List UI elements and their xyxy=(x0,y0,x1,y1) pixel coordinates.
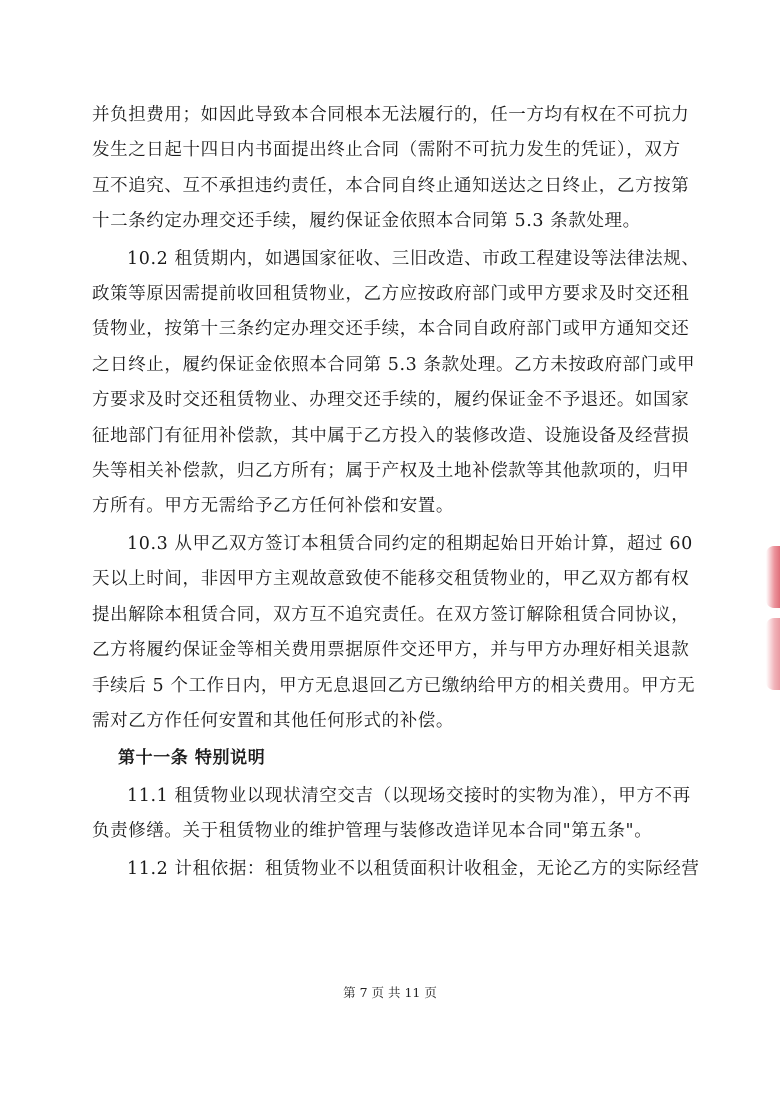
text-line: 提出解除本租赁合同，双方互不追究责任。在双方签订解除租赁合同协议， xyxy=(92,604,690,625)
text-line: 征地部门有征用补偿款，其中属于乙方投入的装修改造、设施设备及经营损 xyxy=(92,425,690,446)
text-line: 负责修缮。关于租赁物业的维护管理与装修改造详见本合同"第五条"。 xyxy=(92,821,653,842)
text-line: 并负担费用；如因此导致本合同根本无法履行的，任一方均有权在不可抗力 xyxy=(92,105,690,125)
text-line: 赁物业，按第十三条约定办理交还手续，本合同自政府部门或甲方通知交还 xyxy=(92,319,690,340)
text-line: 十二条约定办理交还手续，履约保证金依照本合同第 5.3 条款处理。 xyxy=(92,211,641,232)
text-line: 互不追究、互不承担违约责任，本合同自终止通知送达之日终止，乙方按第 xyxy=(92,175,690,196)
text-line: 方所有。甲方无需给予乙方任何补偿和安置。 xyxy=(92,496,454,517)
section-heading-article-11: 第十一条 特别说明 xyxy=(118,748,266,769)
text-line: 发生之日起十四日内书面提出终止合同（需附不可抗力发生的凭证），双方 xyxy=(92,140,681,161)
text-line: 乙方将履约保证金等相关费用票据原件交还甲方，并与甲方办理好相关退款 xyxy=(92,640,690,661)
contract-body xyxy=(92,98,700,887)
seal-edge-mark xyxy=(766,618,780,690)
text-line: 需对乙方作任何安置和其他任何形式的补偿。 xyxy=(92,710,454,731)
seal-edge-mark xyxy=(766,546,780,608)
text-line: 手续后 5 个工作日内，甲方无息退回乙方已缴纳给甲方的相关费用。甲方无 xyxy=(92,675,696,696)
clause-10-2-start: 10.2 租赁期内，如遇国家征收、三旧改造、市政工程建设等法律法规、 xyxy=(127,248,700,269)
text-line: 失等相关补偿款，归乙方所有；属于产权及土地补偿款等其他款项的，归甲 xyxy=(92,461,690,482)
clause-10-3-start: 10.3 从甲乙双方签订本租赁合同约定的租期起始日开始计算，超过 60 xyxy=(127,533,693,554)
clause-11-1-start: 11.1 租赁物业以现状清空交吉（以现场交接时的实物为准），甲方不再 xyxy=(127,785,691,806)
text-line: 天以上时间，非因甲方主观故意致使不能移交租赁物业的，甲乙双方都有权 xyxy=(92,569,690,590)
text-line: 政策等原因需提前收回租赁物业，乙方应按政府部门或甲方要求及时交还租 xyxy=(92,284,690,305)
clause-11-2-start: 11.2 计租依据：租赁物业不以租赁面积计收租金，无论乙方的实际经营 xyxy=(127,858,700,879)
page-number: 第 7 页 共 11 页 xyxy=(343,985,437,1000)
text-line: 之日终止，履约保证金依照本合同第 5.3 条款处理。乙方未按政府部门或甲 xyxy=(92,354,696,375)
text-line: 方要求及时交还租赁物业、办理交还手续的，履约保证金不予退还。如国家 xyxy=(92,390,690,411)
